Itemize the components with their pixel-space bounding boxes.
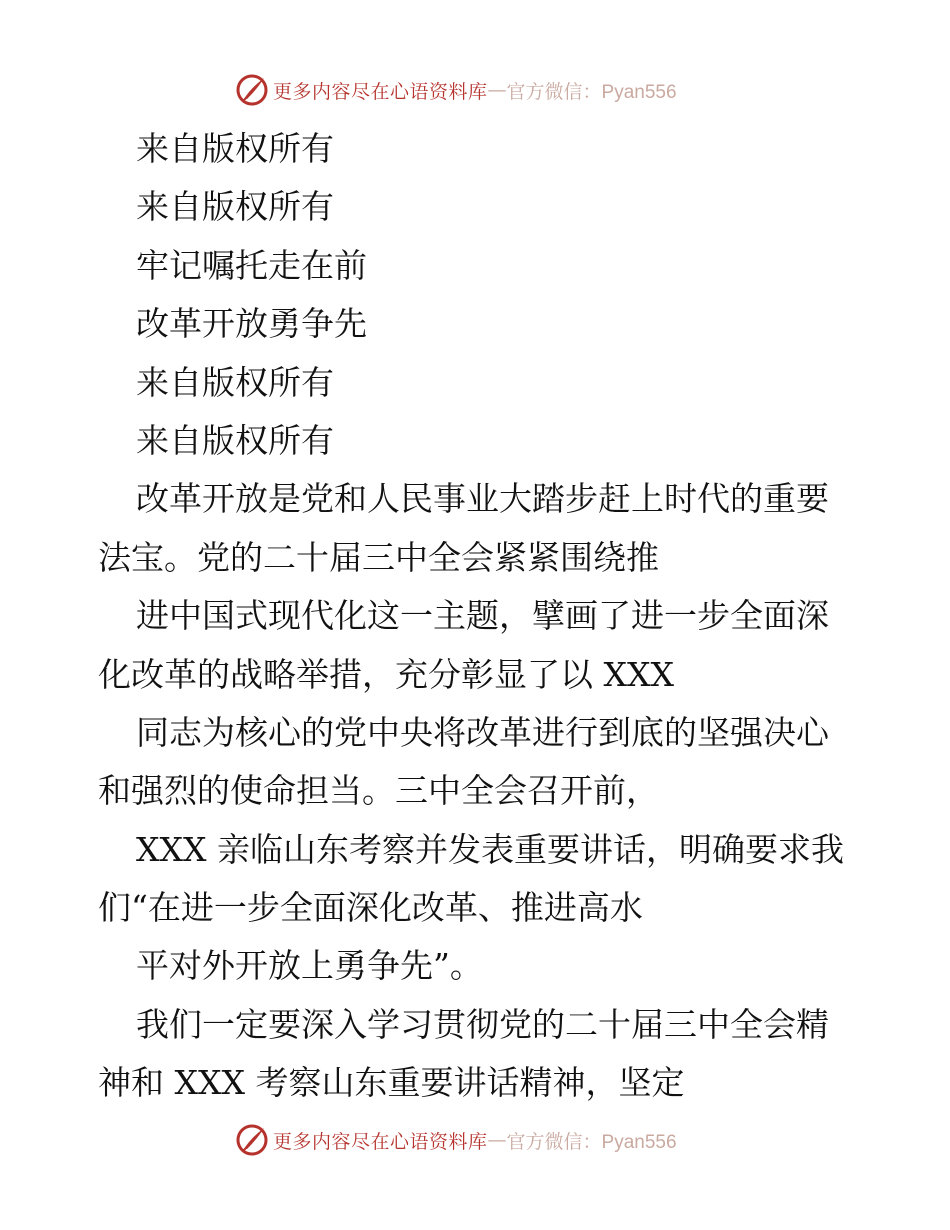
text-line: 和强烈的使命担当。三中全会召开前，	[98, 771, 659, 811]
footer-wechat-text: 官方微信：Pyan556	[506, 1131, 677, 1153]
text-line: 同志为核心的党中央将改革进行到底的坚强决心	[136, 712, 829, 752]
text-line: 平对外开放上勇争先”。	[136, 946, 483, 986]
text-line: 们“在进一步全面深化改革、推进高水	[98, 888, 643, 928]
footer-brand-text: 更多内容尽在心语资料库	[273, 1130, 488, 1153]
text-line: 进中国式现代化这一主题，擘画了进一步全面深	[136, 596, 829, 636]
header-wechat-text: 官方微信：Pyan556	[506, 81, 677, 103]
text-line: 牢记嘱托走在前	[136, 245, 367, 285]
text-line: 来自版权所有	[136, 420, 334, 460]
footer-banner	[235, 1122, 715, 1158]
text-line: 来自版权所有	[136, 129, 334, 168]
text-line: 来自版权所有	[136, 362, 334, 402]
header-brand-text: 更多内容尽在心语资料库	[273, 80, 488, 103]
text-line: 化改革的战略举措，充分彰显了以 XXX	[98, 654, 674, 694]
text-line: 神和 XXX 考察山东重要讲话精神，坚定	[98, 1063, 685, 1103]
text-line: 法宝。党的二十届三中全会紧紧围绕推	[98, 537, 659, 577]
body-text	[98, 120, 858, 1113]
quill-logo-icon	[235, 1123, 269, 1157]
text-line: 我们一定要深入学习贯彻党的二十届三中全会精	[136, 1004, 829, 1044]
text-line: 来自版权所有	[136, 187, 334, 227]
text-line: 改革开放勇争先	[136, 304, 367, 344]
text-line: XXX 亲临山东考察并发表重要讲话，明确要求我	[136, 829, 844, 869]
header-banner	[235, 72, 715, 108]
footer-separator: —	[487, 1129, 507, 1151]
text-line: 改革开放是党和人民事业大踏步赶上时代的重要	[136, 479, 829, 519]
quill-logo-icon	[235, 73, 269, 107]
header-separator: —	[487, 79, 507, 101]
